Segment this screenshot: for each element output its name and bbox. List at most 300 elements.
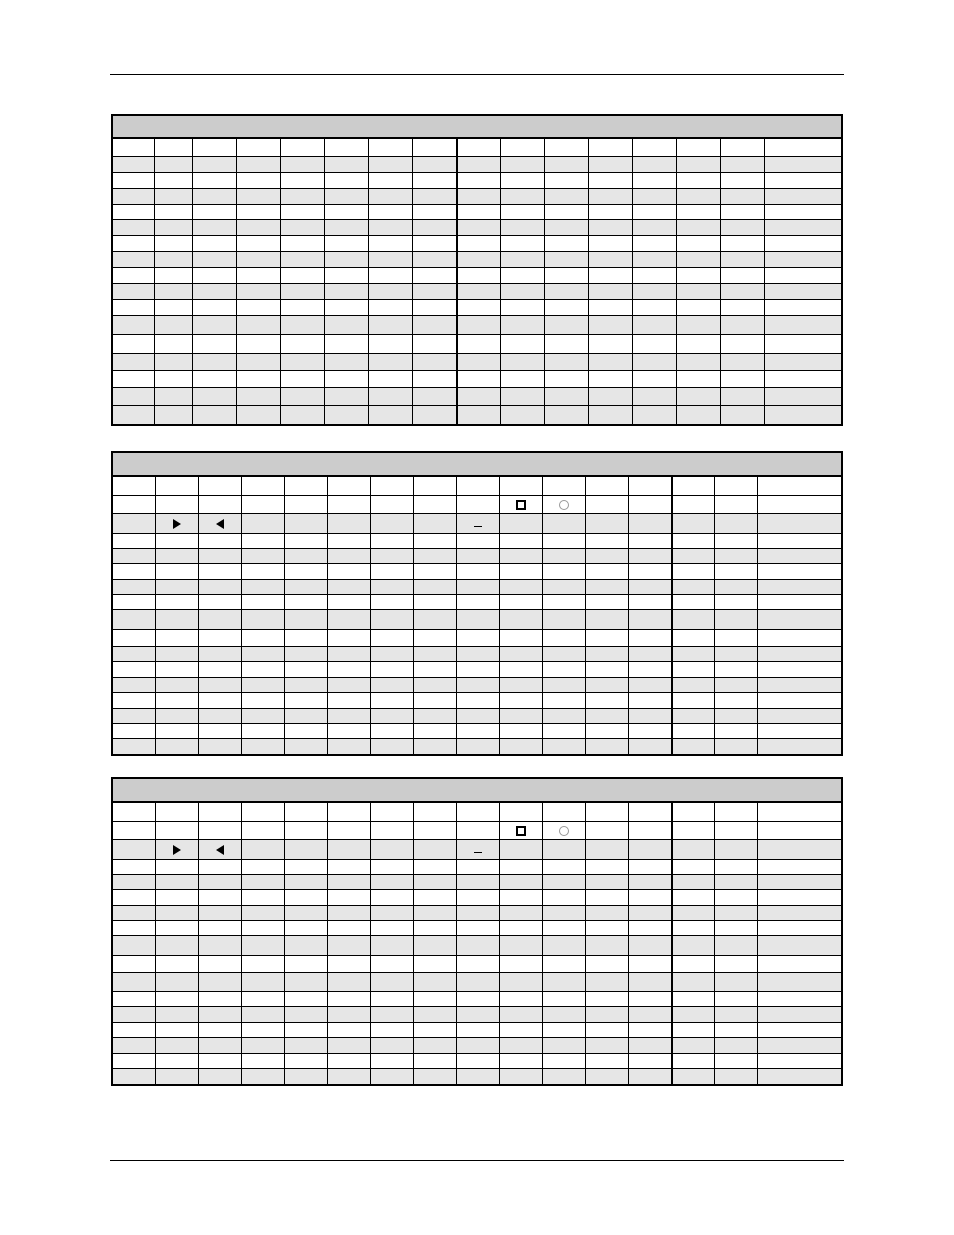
table-cell: [154, 139, 192, 156]
table-cell: [113, 739, 155, 754]
table-cell: [499, 860, 542, 874]
table-cell: [585, 1007, 628, 1022]
table-cell: [198, 630, 241, 646]
table-cell: [154, 189, 192, 204]
table-cell: [280, 388, 324, 405]
table-cell: [757, 906, 841, 920]
table-cell: [456, 875, 499, 889]
table-cell: [764, 335, 841, 353]
table-cell: [370, 936, 413, 955]
table-cell: [370, 973, 413, 991]
table-cell: [413, 956, 456, 972]
table-cell: [241, 1007, 284, 1022]
table-cell: [192, 189, 236, 204]
table-cell: [499, 840, 542, 859]
table-cell: [113, 840, 155, 859]
table-cell: [154, 252, 192, 267]
table-cell: [327, 1007, 370, 1022]
table-cell: [456, 580, 499, 594]
table-row: [113, 299, 841, 315]
table-cell: [632, 173, 676, 188]
table-cell: [155, 921, 198, 935]
table-cell: [370, 564, 413, 579]
table-cell: [413, 1038, 456, 1053]
table-cell: [456, 1038, 499, 1053]
table-cell: [588, 371, 632, 387]
table-cell: [198, 890, 241, 905]
table-cell: [324, 173, 368, 188]
table-cell: [714, 1023, 757, 1037]
table-cell: [198, 1023, 241, 1037]
table-cell: [632, 335, 676, 353]
table-cell: [544, 268, 588, 283]
table-cell: [757, 709, 841, 723]
table-cell: [370, 647, 413, 661]
table-cell: [413, 534, 456, 548]
table-cell: [500, 189, 544, 204]
table-row: [113, 156, 841, 172]
table-cell: [720, 268, 764, 283]
table-cell: [113, 300, 154, 315]
table-cell: [499, 709, 542, 723]
table-cell: [499, 1007, 542, 1022]
table-cell: [757, 534, 841, 548]
table-cell: [676, 157, 720, 172]
table-cell: [456, 335, 500, 353]
table-cell: [327, 921, 370, 935]
table-cell: [113, 268, 154, 283]
table-row: [113, 859, 841, 874]
table-cell: [456, 890, 499, 905]
table-cell: [714, 739, 757, 754]
table-cell: [155, 822, 198, 839]
table-cell: [544, 252, 588, 267]
table-cell: [241, 678, 284, 692]
table-cell: [412, 371, 456, 387]
table-cell: [113, 875, 155, 889]
table-cell: [676, 388, 720, 405]
table-cell: [236, 268, 280, 283]
table-cell: [500, 300, 544, 315]
table-cell: [628, 1054, 671, 1068]
table-cell: [720, 316, 764, 334]
table-cell: [236, 284, 280, 299]
table-cell: [284, 647, 327, 661]
table-cell: [413, 564, 456, 579]
table-cell: [456, 709, 499, 723]
table-cell: [676, 354, 720, 371]
table-cell: [714, 514, 757, 533]
table-cell: [542, 973, 585, 991]
table-cell: [542, 1054, 585, 1068]
table-cell: [499, 875, 542, 889]
table-cell: [714, 890, 757, 905]
table-cell: [154, 157, 192, 172]
table-cell: [113, 803, 155, 821]
table-cell: [236, 388, 280, 405]
table-cell: [241, 549, 284, 563]
table-cell: [327, 595, 370, 609]
table-cell: [456, 610, 499, 629]
table-cell: [499, 1054, 542, 1068]
table-cell: [714, 724, 757, 738]
table-cell: [585, 477, 628, 495]
table-cell: [113, 580, 155, 594]
table-cell: [714, 549, 757, 563]
table-cell: [412, 205, 456, 220]
table-row: [113, 738, 841, 754]
table-cell: [585, 860, 628, 874]
table-row: [113, 563, 841, 579]
table-cell: [413, 514, 456, 533]
table-cell: [542, 647, 585, 661]
table-cell: [671, 709, 714, 723]
table-cell: [113, 890, 155, 905]
table-cell: [500, 157, 544, 172]
table-cell: [671, 739, 714, 754]
table-cell: [544, 205, 588, 220]
table-row: [113, 692, 841, 708]
table-cell: [155, 477, 198, 495]
table-cell: [500, 354, 544, 371]
table-cell: [671, 936, 714, 955]
table-cell: [720, 388, 764, 405]
table-cell: [585, 1023, 628, 1037]
table-cell: [368, 205, 412, 220]
table-cell: [585, 875, 628, 889]
table-row: [113, 334, 841, 353]
table-cell: [676, 371, 720, 387]
table-cell: [588, 268, 632, 283]
table-cell: [284, 595, 327, 609]
table-cell: [370, 610, 413, 629]
table-cell: [413, 693, 456, 708]
table-cell: [499, 906, 542, 920]
table-cell: [284, 936, 327, 955]
table-cell: [585, 662, 628, 677]
table-cell: [714, 1054, 757, 1068]
table-cell: [236, 157, 280, 172]
table-cell: [544, 173, 588, 188]
table-cell: [628, 610, 671, 629]
table-cell: [236, 189, 280, 204]
table-cell: [241, 477, 284, 495]
table-cell: [757, 822, 841, 839]
table-cell: [236, 406, 280, 424]
table-cell: [113, 1069, 155, 1084]
table-cell: [241, 709, 284, 723]
table-cell: [456, 189, 500, 204]
table-cell: [236, 252, 280, 267]
table-cell: [499, 890, 542, 905]
table-cell: [671, 906, 714, 920]
table-cell: [456, 549, 499, 563]
table-cell: [720, 157, 764, 172]
table-cell: [198, 549, 241, 563]
table-cell: [757, 1054, 841, 1068]
table-cell: [241, 610, 284, 629]
table-cell: [413, 549, 456, 563]
table-cell: [676, 173, 720, 188]
table-cell: [456, 1023, 499, 1037]
table-row: [113, 889, 841, 905]
header-rule: [110, 74, 844, 75]
table-cell: [284, 678, 327, 692]
table-cell: [113, 936, 155, 955]
table-cell: [236, 173, 280, 188]
table-cell: [155, 564, 198, 579]
table-cell: [154, 173, 192, 188]
table-cell: [192, 284, 236, 299]
table-cell: [628, 678, 671, 692]
table-cell: [544, 371, 588, 387]
table-cell: [280, 371, 324, 387]
table-cell: [368, 173, 412, 188]
table-cell: [368, 388, 412, 405]
table-cell: [368, 139, 412, 156]
table-cell: [499, 724, 542, 738]
table-cell: [198, 1054, 241, 1068]
table-cell: [155, 595, 198, 609]
square-outline-icon: [516, 826, 526, 836]
table-cell: [324, 284, 368, 299]
table-cell: [632, 157, 676, 172]
table-row: [113, 267, 841, 283]
table-cell: [500, 388, 544, 405]
table-cell: [632, 316, 676, 334]
table-cell: [324, 189, 368, 204]
table-cell: [412, 284, 456, 299]
table-cell: [720, 139, 764, 156]
table-row: [113, 1037, 841, 1053]
table-cell: [327, 693, 370, 708]
table-cell: [198, 662, 241, 677]
table-cell: [192, 388, 236, 405]
table-cell: [628, 739, 671, 754]
table-cell: [280, 335, 324, 353]
table-cell: [628, 514, 671, 533]
table-row: [113, 677, 841, 692]
table-cell: [757, 610, 841, 629]
table-cell: [544, 139, 588, 156]
table-cell: [499, 992, 542, 1006]
table-cell: [714, 595, 757, 609]
table-cell: [113, 860, 155, 874]
table-cell: [757, 724, 841, 738]
table-cell: [456, 840, 499, 859]
table-cell: [113, 406, 154, 424]
table-cell: [628, 724, 671, 738]
table-cell: [500, 335, 544, 353]
table-row: [113, 387, 841, 405]
table-cell: [368, 284, 412, 299]
table-cell: [192, 220, 236, 235]
table-cell: [324, 139, 368, 156]
table-cell: [198, 647, 241, 661]
table-cell: [155, 840, 198, 859]
table-cell: [284, 549, 327, 563]
table-cell: [284, 534, 327, 548]
table-2-header-bar: [113, 453, 841, 477]
table-cell: [370, 1007, 413, 1022]
table-cell: [632, 388, 676, 405]
table-cell: [588, 189, 632, 204]
table-cell: [544, 236, 588, 251]
table-cell: [154, 406, 192, 424]
table-cell: [585, 1038, 628, 1053]
table-cell: [370, 662, 413, 677]
table-cell: [236, 139, 280, 156]
table-cell: [284, 973, 327, 991]
table-cell: [284, 875, 327, 889]
table-cell: [714, 580, 757, 594]
table-cell: [632, 139, 676, 156]
table-cell: [456, 534, 499, 548]
table-cell: [588, 406, 632, 424]
table-cell: [370, 1069, 413, 1084]
table-cell: [542, 709, 585, 723]
table-cell: [676, 300, 720, 315]
table-cell: [192, 316, 236, 334]
table-cell: [671, 803, 714, 821]
table-cell: [192, 406, 236, 424]
table-cell: [280, 268, 324, 283]
table-cell: [198, 973, 241, 991]
table-cell: [544, 189, 588, 204]
table-cell: [628, 803, 671, 821]
table-cell: [412, 388, 456, 405]
table-cell: [757, 840, 841, 859]
table-cell: [676, 316, 720, 334]
table-cell: [113, 564, 155, 579]
table-cell: [155, 973, 198, 991]
table-cell: [764, 139, 841, 156]
table-1-body: [113, 139, 841, 424]
table-cell: [542, 534, 585, 548]
table-cell: [412, 139, 456, 156]
table-cell: [241, 647, 284, 661]
table-cell: [542, 936, 585, 955]
table-cell: [198, 875, 241, 889]
table-cell: [628, 564, 671, 579]
table-cell: [714, 693, 757, 708]
table-cell: [585, 647, 628, 661]
table-cell: [499, 956, 542, 972]
table-cell: [671, 647, 714, 661]
table-cell: [324, 252, 368, 267]
table-cell: [585, 739, 628, 754]
table-cell: [671, 595, 714, 609]
table-cell: [456, 1069, 499, 1084]
table-cell: [198, 709, 241, 723]
table-cell: [241, 822, 284, 839]
table-cell: [542, 630, 585, 646]
table-cell: [757, 803, 841, 821]
table-cell: [412, 236, 456, 251]
table-cell: [155, 906, 198, 920]
table-cell: [456, 564, 499, 579]
table-cell: [327, 534, 370, 548]
table-cell: [370, 992, 413, 1006]
table-cell: [714, 610, 757, 629]
table-cell: [284, 564, 327, 579]
table-cell: [327, 647, 370, 661]
table-cell: [632, 354, 676, 371]
table-cell: [628, 580, 671, 594]
table-cell: [499, 693, 542, 708]
table-cell: [671, 564, 714, 579]
table-row: [113, 955, 841, 972]
table-cell: [542, 739, 585, 754]
table-cell: [113, 514, 155, 533]
table-cell: [192, 157, 236, 172]
table-row: [113, 370, 841, 387]
table-cell: [113, 236, 154, 251]
table-cell: [585, 890, 628, 905]
table-cell: [676, 220, 720, 235]
table-cell: [720, 189, 764, 204]
table-cell: [113, 189, 154, 204]
table-cell: [327, 496, 370, 513]
table-cell: [236, 354, 280, 371]
table-row: [113, 204, 841, 220]
table-cell: [757, 890, 841, 905]
table-cell: [499, 534, 542, 548]
table-cell: [757, 973, 841, 991]
table-row: [113, 661, 841, 677]
table-cell: [327, 992, 370, 1006]
table-cell: [412, 300, 456, 315]
table-row: [113, 646, 841, 661]
table-cell: [628, 709, 671, 723]
table-cell: [764, 157, 841, 172]
table-cell: [241, 890, 284, 905]
table-cell: [284, 630, 327, 646]
table-cell: [241, 803, 284, 821]
table-cell: [154, 388, 192, 405]
table-cell: [671, 921, 714, 935]
table-cell: [542, 921, 585, 935]
table-cell: [324, 406, 368, 424]
table-cell: [412, 189, 456, 204]
table-cell: [324, 354, 368, 371]
table-cell: [327, 860, 370, 874]
table-cell: [671, 477, 714, 495]
table-row: [113, 839, 841, 859]
table-cell: [542, 840, 585, 859]
table-cell: [632, 236, 676, 251]
table-cell: [113, 549, 155, 563]
table-cell: [720, 406, 764, 424]
table-cell: [241, 956, 284, 972]
table-cell: [585, 936, 628, 955]
table-cell: [456, 921, 499, 935]
table-cell: [113, 371, 154, 387]
table-cell: [456, 1007, 499, 1022]
table-cell: [544, 388, 588, 405]
table-cell: [764, 371, 841, 387]
table-cell: [632, 205, 676, 220]
table-cell: [720, 220, 764, 235]
table-row: [113, 579, 841, 594]
table-cell: [241, 992, 284, 1006]
table-cell: [671, 1007, 714, 1022]
table-cell: [192, 371, 236, 387]
table-cell: [154, 371, 192, 387]
table-cell: [757, 693, 841, 708]
table-cell: [628, 890, 671, 905]
table-cell: [720, 284, 764, 299]
